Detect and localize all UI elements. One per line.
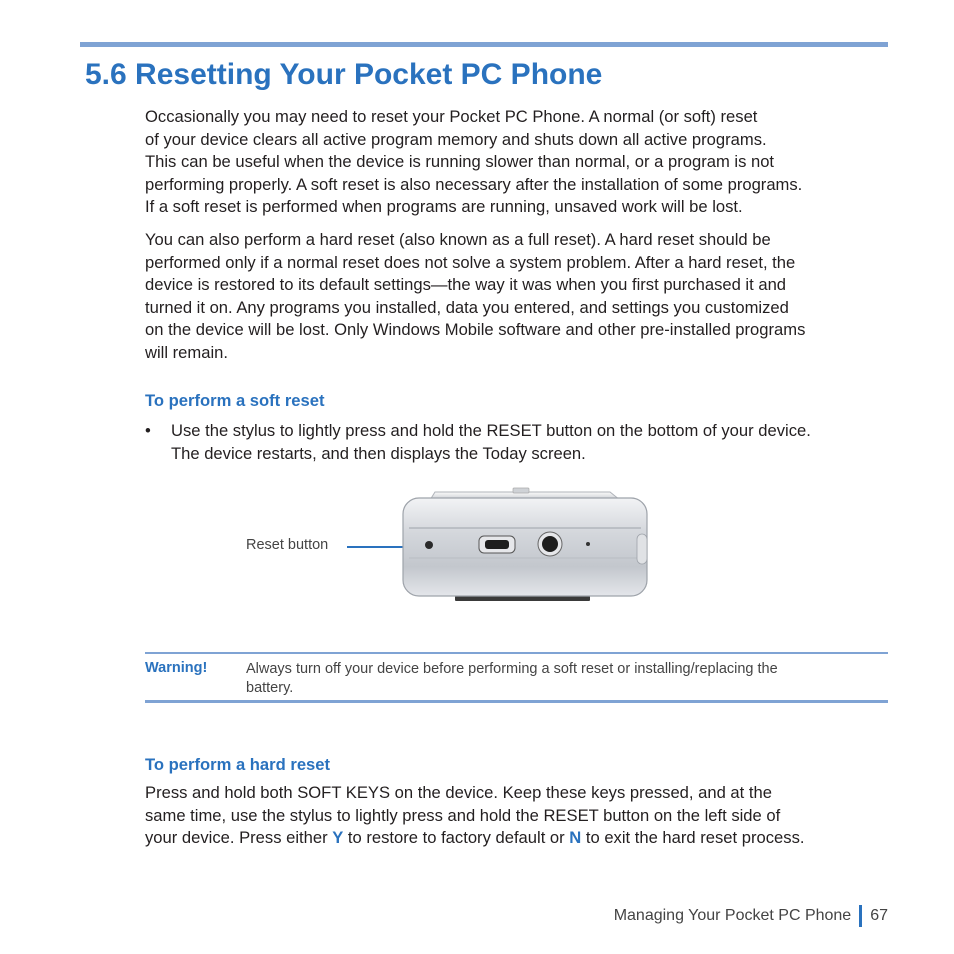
text-line: performed only if a normal reset does not solve a system problem. After a hard reset, the <box>145 252 796 272</box>
warning-text <box>246 660 778 698</box>
text-line: Use the stylus to lightly press and hold the RESET button on the bottom of your device. <box>171 421 811 440</box>
text-segment: to exit the hard reset process. <box>581 828 805 847</box>
text-line: Occasionally you may need to reset your Pocket PC Phone. A normal (or soft) reset <box>145 107 758 126</box>
device-bottom-illustration <box>395 484 655 602</box>
text-segment: to restore to factory default or <box>343 828 570 847</box>
text-line <box>145 827 895 850</box>
text-line: same time, use the stylus to lightly press and hold the RESET button on the left side of <box>145 805 781 825</box>
text-line: This can be useful when the device is running slower than normal, or a program is not <box>145 152 775 171</box>
text-line: The device restarts, and then displays the Today screen. <box>171 443 586 463</box>
text-line: on the device will be lost. Only Windows Mobile software and other pre-installed programs <box>145 320 806 339</box>
bullet-marker: • <box>145 421 151 440</box>
page-title: 5.6 Resetting Your Pocket PC Phone <box>85 58 603 91</box>
text-line: battery. <box>246 680 294 696</box>
text-line: will remain. <box>145 342 228 362</box>
text-line: device is restored to its default settings—the way it was when you first purchased it and <box>145 275 787 294</box>
footer-section-title: Managing Your Pocket PC Phone <box>613 907 852 924</box>
key-y: Y <box>332 828 344 847</box>
text-line: of your device clears all active program memory and shuts down all active programs. <box>145 129 767 149</box>
warning-top-rule <box>145 652 888 654</box>
soft-reset-heading: To perform a soft reset <box>145 391 325 410</box>
page-footer <box>614 905 888 927</box>
reset-button-label: Reset button <box>246 537 329 553</box>
text-segment: your device. Press either <box>145 828 333 847</box>
text-line: performing properly. A soft reset is also necessary after the installation of some programs. <box>145 174 803 194</box>
key-n: N <box>569 828 582 847</box>
intro-paragraph-1 <box>145 106 895 219</box>
footer-divider <box>859 905 862 927</box>
warning-bottom-rule <box>145 700 888 703</box>
text-line: turned it on. Any programs you installed, data you entered, and settings you customized <box>145 297 789 317</box>
warning-label: Warning! <box>145 660 208 676</box>
intro-paragraph-2 <box>145 229 895 364</box>
text-line: You can also perform a hard reset (also known as a full reset). A hard reset should be <box>145 230 771 249</box>
page-number: 67 <box>870 907 888 924</box>
top-rule <box>80 42 888 47</box>
soft-reset-step <box>171 420 811 465</box>
device-illustration-svg <box>395 484 655 602</box>
hard-reset-paragraph <box>145 782 895 850</box>
text-line: If a soft reset is performed when programs are running, unsaved work will be lost. <box>145 197 743 216</box>
text-line: Always turn off your device before performing a soft reset or installing/replacing the <box>246 661 778 677</box>
hard-reset-heading: To perform a hard reset <box>145 755 331 774</box>
text-line: Press and hold both SOFT KEYS on the device. Keep these keys pressed, and at the <box>145 783 772 802</box>
